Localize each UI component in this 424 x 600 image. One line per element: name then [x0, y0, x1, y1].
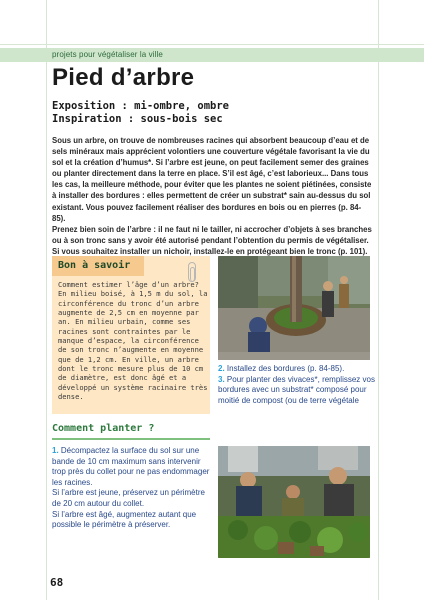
- comment-planter-title: Comment planter ?: [52, 423, 155, 434]
- step-text: Décompactez la surface du sol sur une bande de 10 cm maximum sans intervenir trop près du collet pour ne pas endommager les racines.: [52, 446, 210, 487]
- intro-paragraph: Sous un arbre, on trouve de nombreuses racines qui absorbent beaucoup d’eau et de sels minéraux mais apprécient volontiers une couverture végétale favorisant la vie du sol et la création d’humus*. Si l’arbre est jeune, on peut facilement semer des graines ou planter directement dans la terre en place. S’il est âgé, c’est laborieux... Dans tous les cas, la meilleure méthode, pour éviter que les plantes ne soient piétinées, consiste à installer des bordures : elles permettent de créer un substrat* sain au-dessus du sol existant. Vous pouvez facilement réaliser des bordures en bois ou en pierres (p. 84-85).: [52, 136, 372, 223]
- page-title: Pied d’arbre: [52, 64, 195, 91]
- grid-line: [378, 0, 379, 600]
- step-number: 1.: [52, 446, 59, 455]
- bon-a-savoir-title: Bon à savoir: [58, 260, 131, 271]
- step-number: 3.: [218, 374, 225, 384]
- grid-line: [0, 44, 424, 45]
- step-note: Si l’arbre est jeune, préservez un périmètre de 20 cm autour du collet.: [52, 488, 205, 508]
- step-2: [218, 364, 378, 375]
- step-number: 2.: [218, 364, 225, 373]
- comment-planter-text: [52, 446, 212, 531]
- page-number: 68: [50, 576, 64, 589]
- photo-planting: [218, 446, 370, 558]
- section-label: projets pour végétaliser la ville: [52, 50, 163, 59]
- step-3: [218, 375, 378, 407]
- bon-a-savoir-text: Comment estimer l’âge d’un arbre? En milieu boisé, à 1,5 m du sol, la circonférence du tronc d’un arbre augmente de 2,5 cm en moyenne par an. En milieu urbain, comme ses racines sont contraintes par le manque d’espace, la circonférence de son tronc n’augmente en moyenne que de 1,2 cm. En ville, un arbre dont le tronc mesure plus de 10 cm de diamètre, est donc âgé et a développé un système racinaire très dense.: [58, 280, 208, 402]
- photo-tree-pit: [218, 256, 370, 360]
- exposition-line: Exposition : mi-ombre, ombre: [52, 100, 230, 112]
- inspiration-line: Inspiration : sous-bois sec: [52, 113, 223, 125]
- step-text: Pour planter des vivaces*, remplissez vos bordures avec un substrat* composé pour moitié de compost (ou de terre végétale: [218, 374, 375, 405]
- planting-steps: [218, 364, 378, 406]
- step-text: Installez des bordures (p. 84-85).: [226, 364, 345, 373]
- grid-line: [46, 0, 47, 600]
- divider: [52, 438, 210, 440]
- intro-paragraph: Prenez bien soin de l’arbre : il ne faut ni le tailler, ni accrocher d’objets à ses branches ou à son tronc sans y avoir été autorisé pendant l’obtention du permis de végétaliser. Si vous souhaitez installer un nichoir, installez-le en protégeant bien le tronc (p. 101).: [52, 224, 372, 256]
- intro-text: [52, 135, 374, 257]
- step-note: Si l’arbre est âgé, augmentez autant que possible le périmètre à préserver.: [52, 509, 197, 530]
- paperclip-icon: [188, 262, 196, 282]
